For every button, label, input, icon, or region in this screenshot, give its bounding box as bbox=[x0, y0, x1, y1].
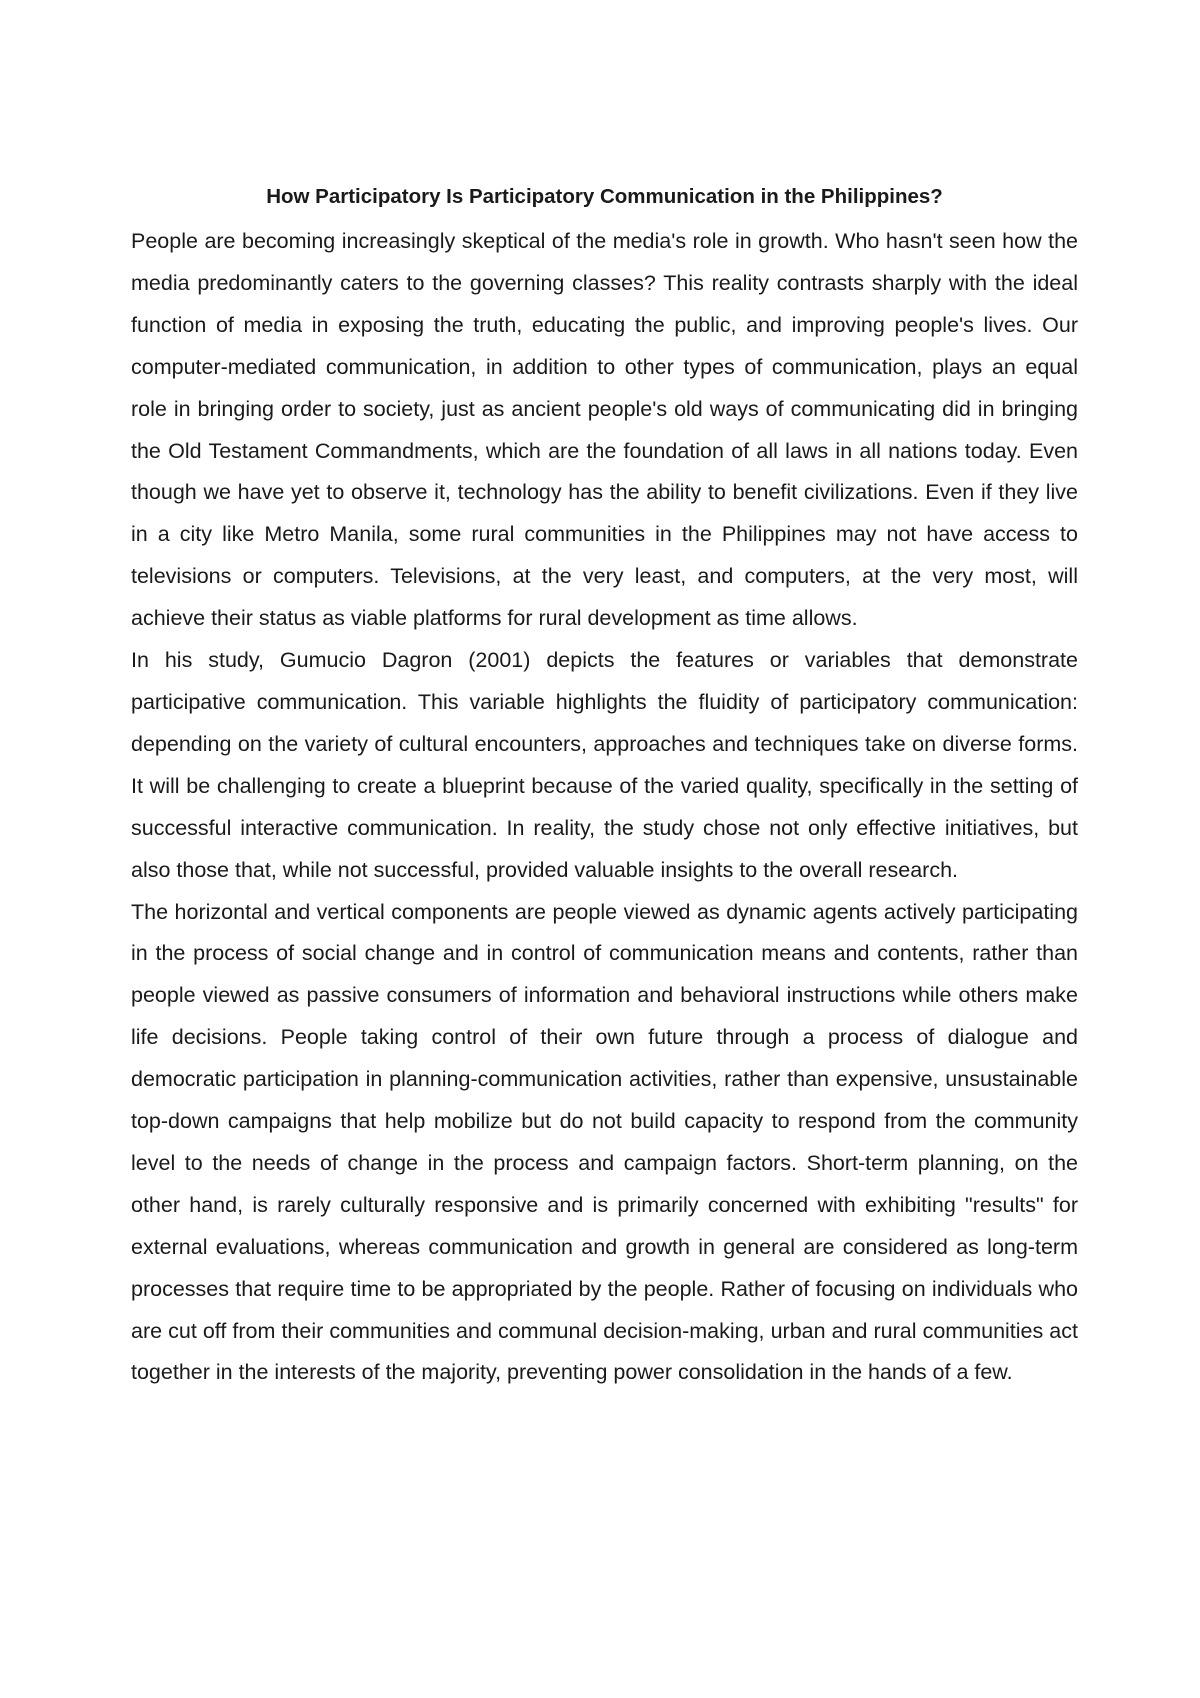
paragraph-1: People are becoming increasingly skeptical of the media's role in growth. Who hasn't seen how the media predominantly caters to the governing classes? This reality contrasts sharply with the ideal function of media in exposing the truth, educating the public, and improving people's lives. Our computer-mediated communication, in addition to other types of communication, plays an equal role in bringing order to society, just as ancient people's old ways of communicating did in bringing the Old Testament Commandments, which are the foundation of all laws in all nations today. Even though we have yet to observe it, technology has the ability to benefit civilizations. Even if they live in a city like Metro Manila, some rural communities in the Philippines may not have access to televisions or computers. Televisions, at the very least, and computers, at the very most, will achieve their status as viable platforms for rural development as time allows. bbox=[131, 229, 1078, 631]
paragraph-3: The horizontal and vertical components are people viewed as dynamic agents actively participating in the process of social change and in control of communication means and contents, rather than people viewed as passive consumers of information and behavioral instructions while others make life decisions. People taking control of their own future through a process of dialogue and democratic participation in planning-communication activities, rather than expensive, unsustainable top-down campaigns that help mobilize but do not build capacity to respond from the community level to the needs of change in the process and campaign factors. Short-term planning, on the other hand, is rarely culturally responsive and is primarily concerned with exhibiting "results" for external evaluations, whereas communication and growth in general are considered as long-term processes that require time to be appropriated by the people. Rather of focusing on individuals who are cut off from their communities and communal decision-making, urban and rural communities act together in the interests of the majority, preventing power consolidation in the hands of a few. bbox=[131, 899, 1078, 1385]
document-title: How Participatory Is Participatory Communication in the Philippines? bbox=[266, 185, 943, 208]
document-body bbox=[131, 181, 1078, 1394]
paragraph-2: In his study, Gumucio Dagron (2001) depicts the features or variables that demonstrate participative communication. This variable highlights the fluidity of participatory communication: depending on the variety of cultural encounters, approaches and techniques take on diverse forms. It will be challenging to create a blueprint because of the varied quality, specifically in the setting of successful interactive communication. In reality, the study chose not only effective initiatives, but also those that, while not successful, provided valuable insights to the overall research. bbox=[131, 648, 1078, 882]
